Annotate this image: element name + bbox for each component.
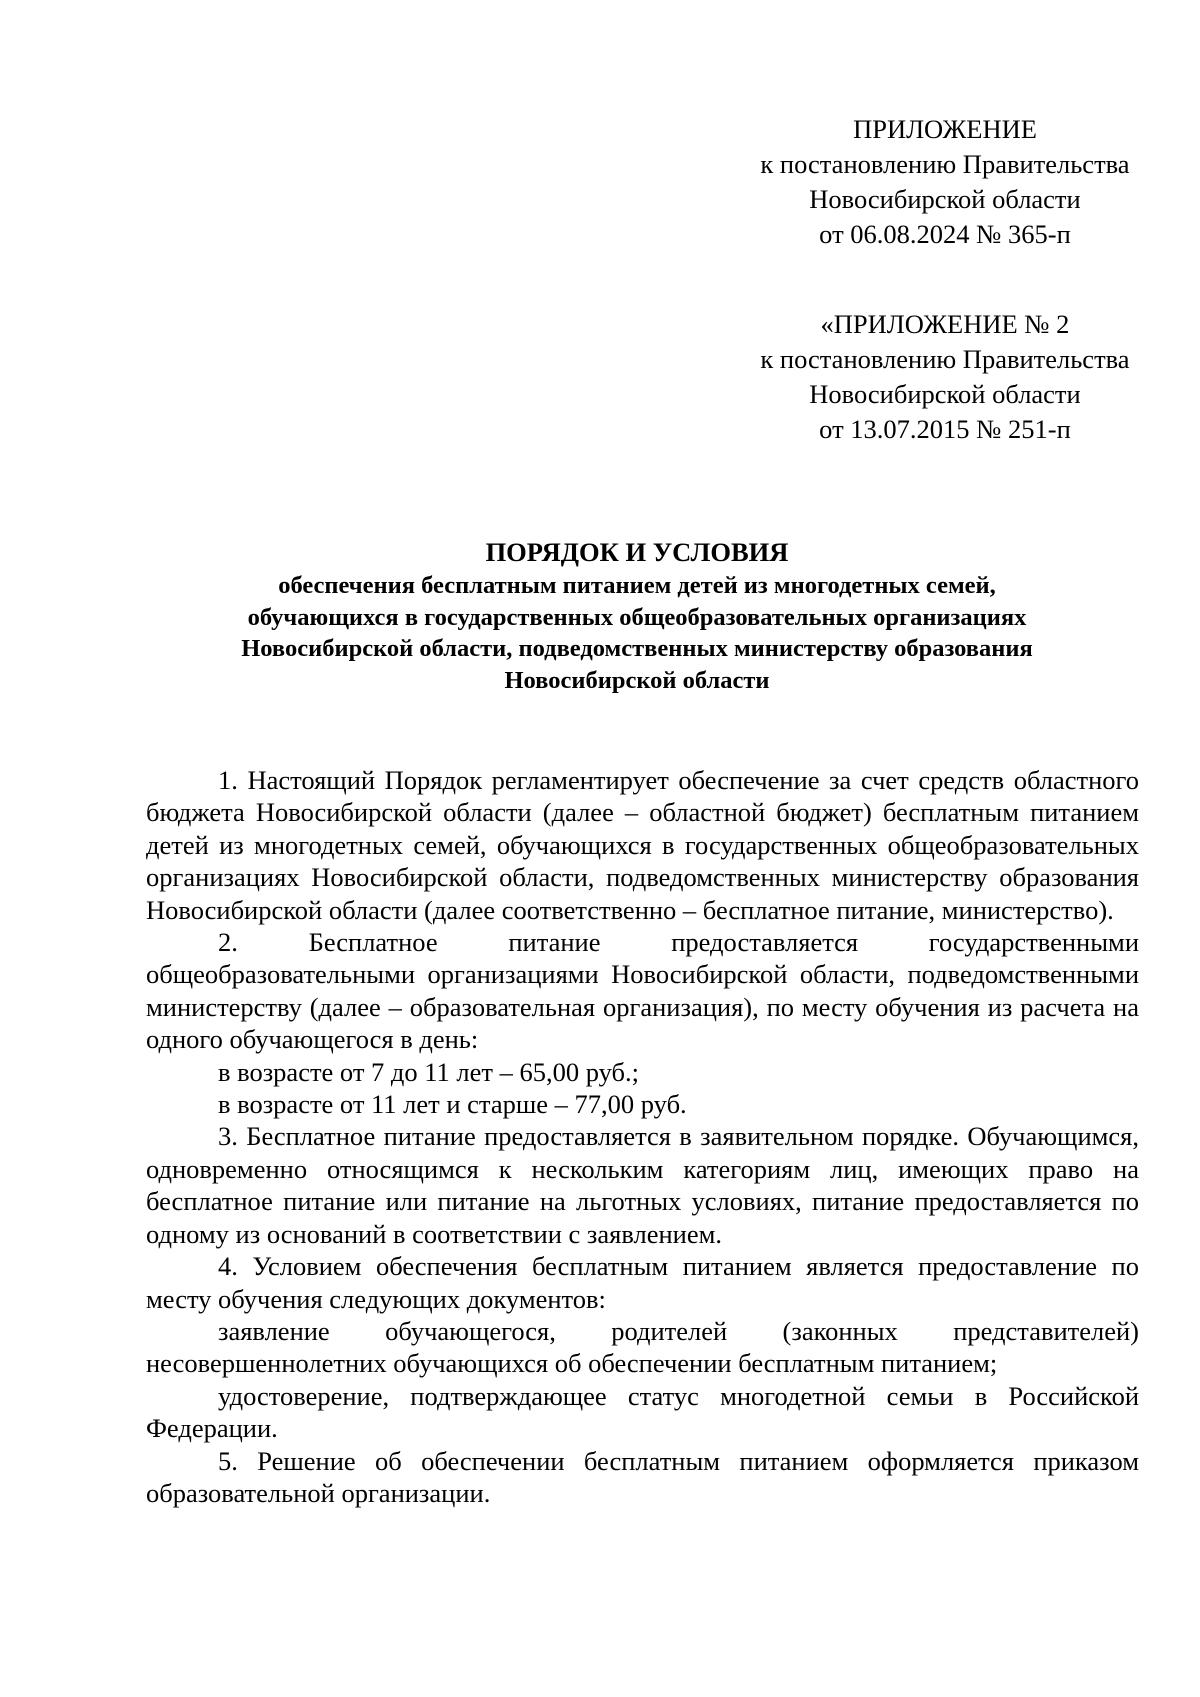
- list-item-age-7-11: в возрасте от 7 до 11 лет – 65,00 руб.;: [218, 1056, 639, 1087]
- title-line: Новосибирской области: [504, 666, 770, 694]
- list-item-certificate: удостоверение, подтверждающее статус многодетной семьи в Российской Федерации.: [146, 1380, 1139, 1444]
- document-body: [146, 764, 1139, 1509]
- appendix-header-current: [745, 112, 1145, 252]
- appendix-header-original: [745, 307, 1145, 447]
- paragraph-3: 3. Бесплатное питание предоставляется в заявительном порядке. Обучающимся, одновременно относящимся к нескольким категориям лиц, имеющих право на бесплатное питание или питание на льготных условиях, питание предоставляется по одному из оснований в соответствии с заявлением.: [146, 1121, 1139, 1249]
- appendix-date-number: от 13.07.2015 № 251-п: [819, 414, 1071, 444]
- appendix-label: «ПРИЛОЖЕНИЕ № 2: [820, 309, 1070, 339]
- paragraph-2: 2. Бесплатное питание предоставляется государственными общеобразовательными организациями Новосибирской области, подведомственными министерству (далее – образовательная организация), по месту обучения из расчета на одного обучающегося в день:: [146, 927, 1139, 1055]
- list-item-age-11-plus: в возрасте от 11 лет и старше – 77,00 руб.: [218, 1089, 687, 1120]
- title-line: обеспечения бесплатным питанием детей из многодетных семей,: [278, 572, 996, 599]
- document-title: [135, 535, 1139, 696]
- appendix-reference: к постановлению Правительства: [760, 149, 1130, 179]
- appendix-region: Новосибирской области: [809, 184, 1081, 214]
- appendix-region: Новосибирской области: [809, 379, 1081, 409]
- paragraph-1: 1. Настоящий Порядок регламентирует обеспечение за счет средств областного бюджета Новосибирской области (далее – областной бюджет) бесплатным питанием детей из многодетных семей, обучающихся в государственных общеобразовательных организациях Новосибирской области, подведомственных министерству образования Новосибирской области (далее соответственно – бесплатное питание, министерство).: [146, 765, 1139, 925]
- title-line: обучающихся в государственных общеобразовательных организациях: [247, 603, 1027, 631]
- list-item-application: заявление обучающегося, родителей (законных представителей) несовершеннолетних обучающихся об обеспечении бесплатным питанием;: [146, 1315, 1139, 1379]
- paragraph-5: 5. Решение об обеспечении бесплатным питанием оформляется приказом образовательной организации.: [146, 1445, 1139, 1508]
- appendix-reference: к постановлению Правительства: [760, 344, 1130, 374]
- title-line: Новосибирской области, подведомственных министерству образования: [241, 635, 1033, 662]
- title-main: ПОРЯДОК И УСЛОВИЯ: [485, 537, 789, 567]
- appendix-label: ПРИЛОЖЕНИЕ: [853, 114, 1037, 144]
- appendix-date-number: от 06.08.2024 № 365-п: [819, 219, 1071, 249]
- paragraph-4: 4. Условием обеспечения бесплатным питанием является предоставление по месту обучения следующих документов:: [146, 1251, 1139, 1314]
